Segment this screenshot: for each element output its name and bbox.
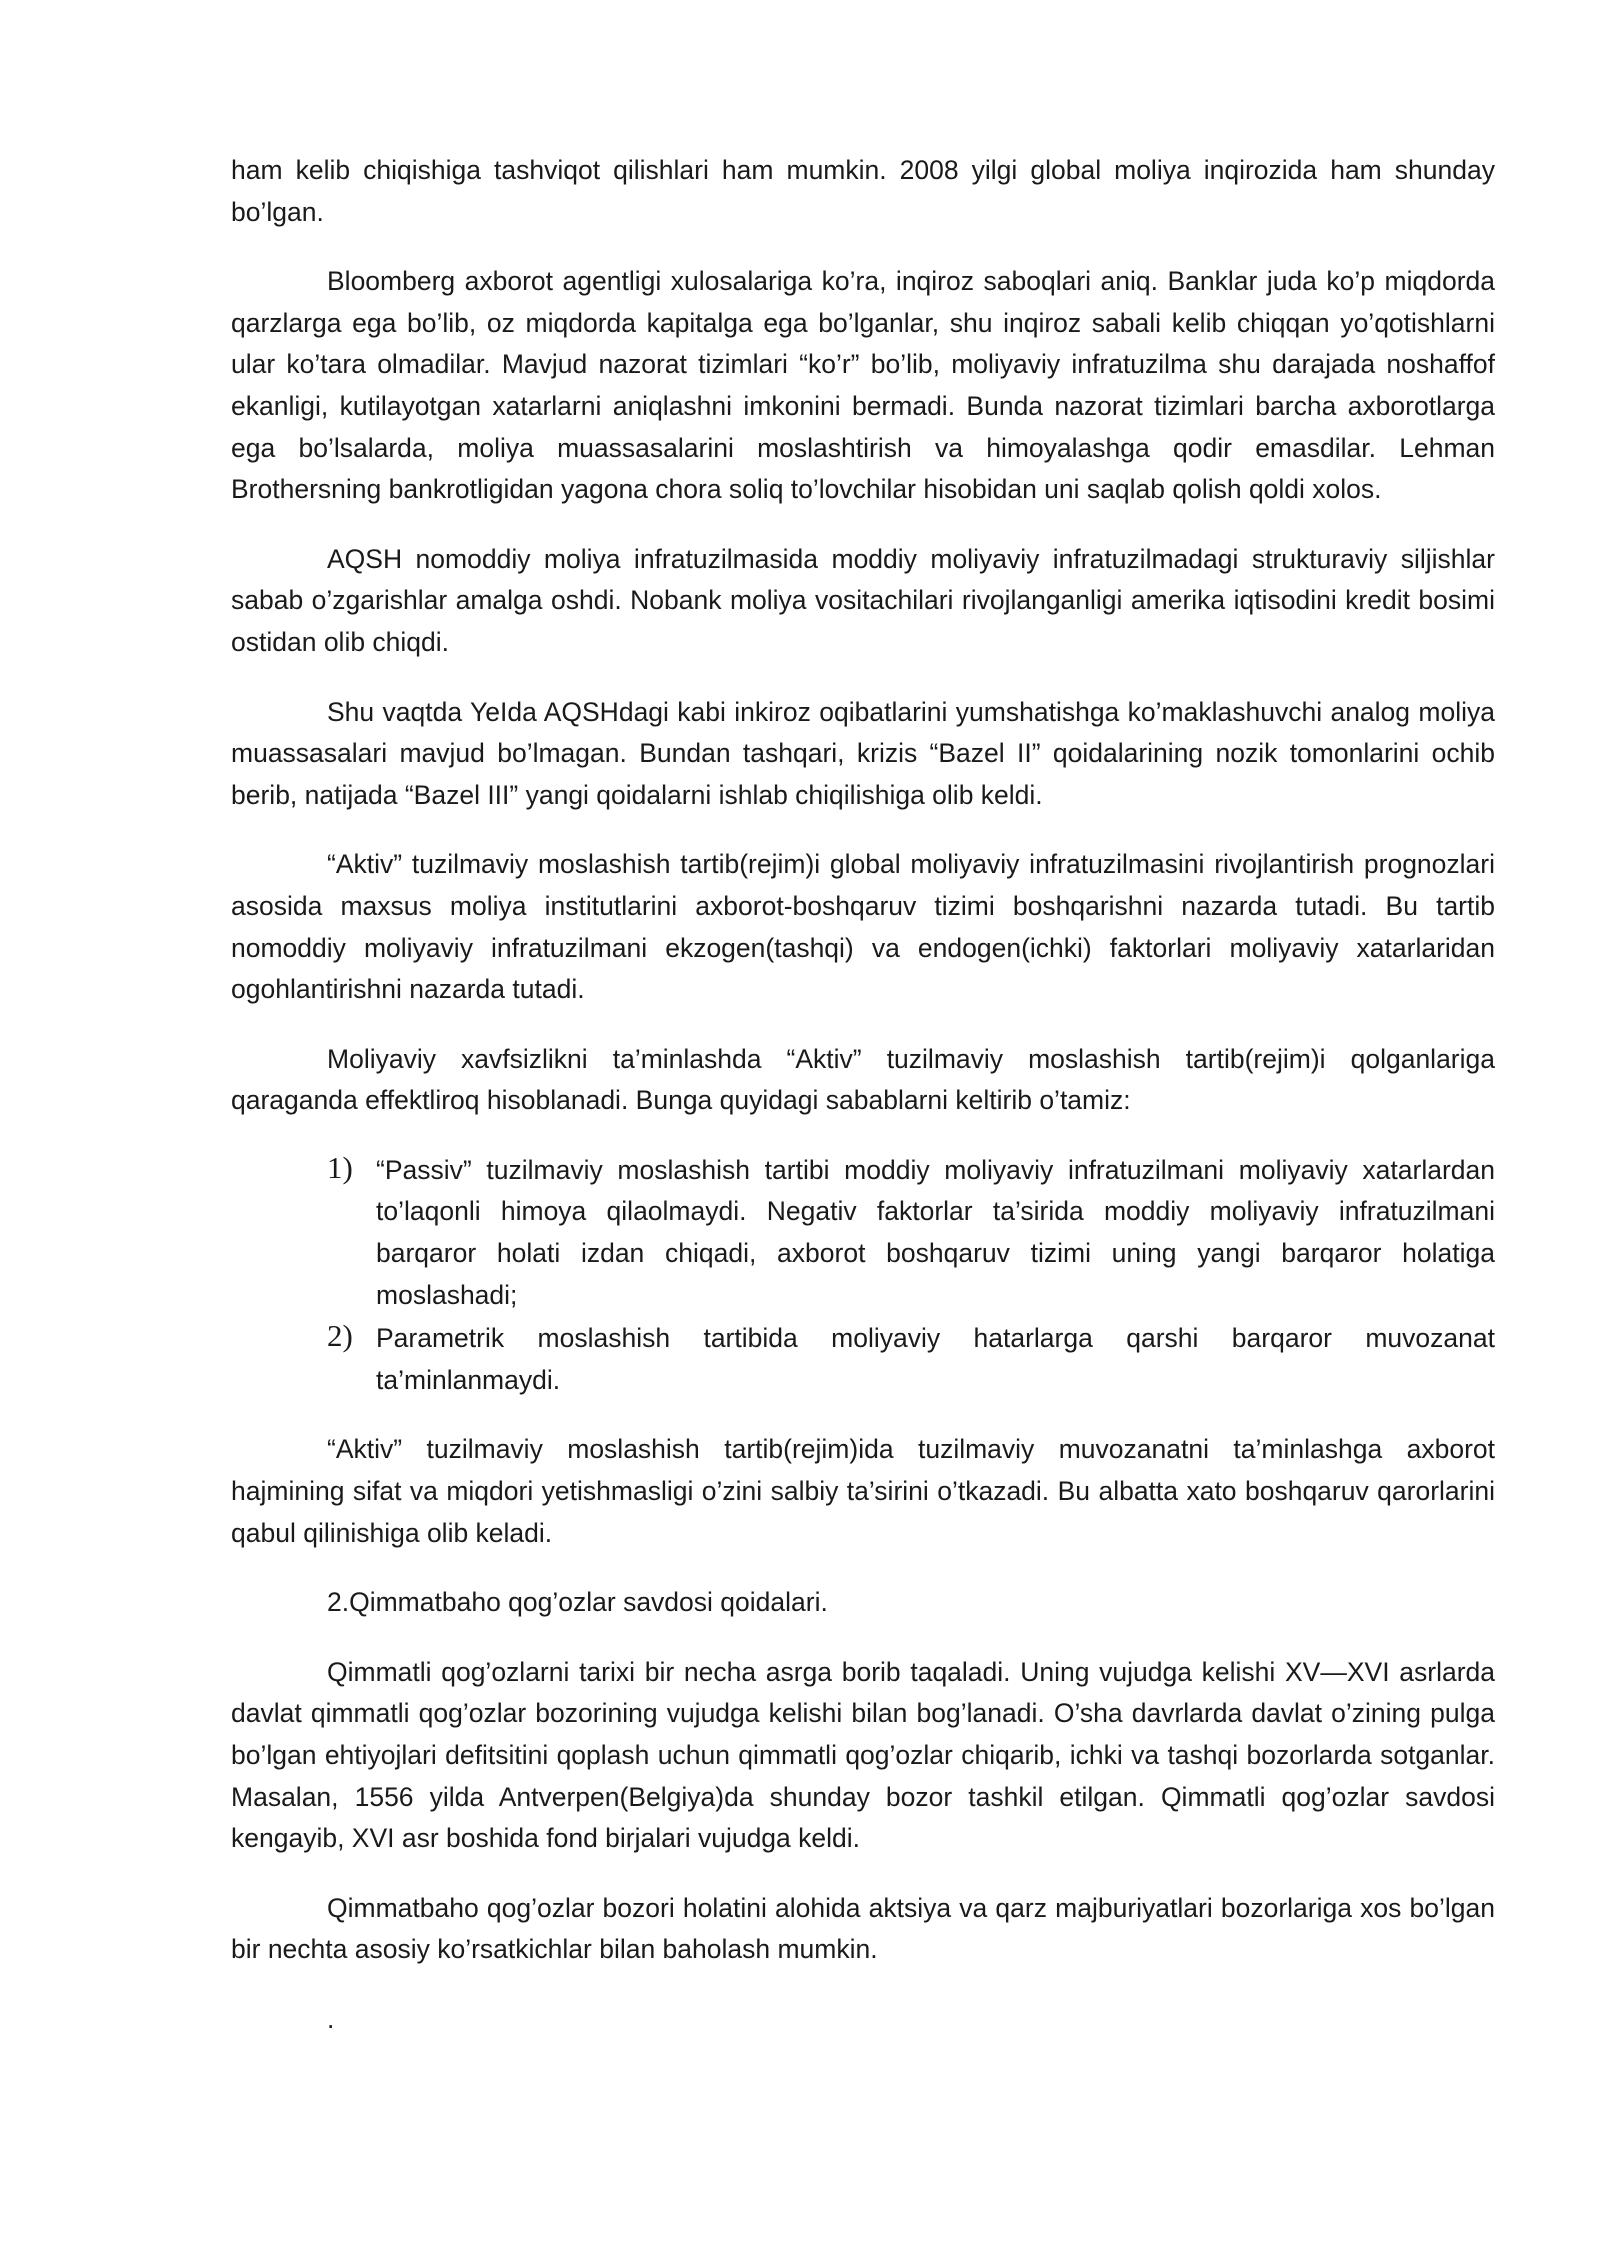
paragraph-bloomberg: Bloomberg axborot agentligi xulosalariga ko’ra, inqiroz saboqlari aniq. Banklar juda ko’p miqdorda qarzlarga ega bo’lib, oz miqdorda kapitalga ega bo’lganlar, shu inqiroz sabali kelib chiqqan yo’qotishlarni ular ko’tara olmadilar. Mavjud nazorat tizimlari “ko’r” bo’lib, moliyaviy infratuzilma shu darajada noshaffof ekanligi, kutilayotgan xatarlarni aniqlashni imkonini bermadi. Bunda nazorat tizimlari barcha axborotlarga ega bo’lsalarda, moliya muassasalarini moslashtirish va himoyalashga qodir emasdilar. Lehman Brothersning bankrotligidan yagona chora soliq to’lovchilar hisobidan uni saqlab qolish qoldi xolos. — [231, 266, 1495, 505]
section-heading: 2.Qimmatbaho qog’ozlar savdosi qoidalari. — [327, 1587, 828, 1618]
list-item — [231, 1318, 1495, 1401]
trailing-mark: . — [327, 2003, 335, 2034]
paragraph-continuation: ham kelib chiqishiga tashviqot qilishlari ham mumkin. 2008 yilgi global moliya inqirozida ham shunday bo’lgan. — [231, 155, 1495, 227]
list-number: 1) — [327, 1149, 353, 1185]
list-number: 2) — [327, 1318, 353, 1354]
paragraph-securities-market: Qimmatbaho qog’ozlar bozori holatini alohida aktsiya va qarz majburiyatlari bozorlariga xos bo’lgan bir nechta asosiy ko’rsatkichlar bilan baholash mumkin. — [231, 1892, 1495, 1965]
document-page — [231, 150, 1495, 2069]
paragraph-securities-history: Qimmatli qog’ozlarni tarixi bir necha asrga borib taqaladi. Uning vujudga kelishi XV—XVI asrlarda davlat qimmatli qog’ozlar bozorining vujudga kelishi bilan bog’lanadi. O’sha davrlarda davlat o’zining pulga bo’lgan ehtiyojlari defitsitini qoplash uchun qimmatli qog’ozlar chiqarib, ichki va tashqi bozorlarda sotganlar. Masalan, 1556 yilda Antverpen(Belgiya)da shunday bozor tashkil etilgan. Qimmatli qog’ozlar savdosi kengayib, XVI asr boshida fond birjalari vujudga keldi. — [231, 1656, 1495, 1854]
list-item-text: Parametrik moslashish tartibida moliyaviy hatarlarga qarshi barqaror muvozanat ta’minlanmaydi. — [376, 1323, 1495, 1395]
list-item — [231, 1150, 1495, 1316]
list-item-text: “Passiv” tuzilmaviy moslashish tartibi moddiy moliyaviy infratuzilmani moliyaviy xatarlardan to’laqonli himoya qilaolmaydi. Negativ faktorlar ta’sirida moddiy moliyaviy infratuzilmani barqaror holati izdan chiqadi, axborot boshqaruv tizimi uning yangi barqaror holatiga moslashadi; — [376, 1154, 1495, 1310]
paragraph-aqsh: AQSH nomoddiy moliya infratuzilmasida moddiy moliyaviy infratuzilmadagi strukturaviy siljishlar sabab o’zgarishlar amalga oshdi. Nobank moliya vositachilari rivojlanganligi amerika iqtisodini kredit bosimi ostidan olib chiqdi. — [231, 543, 1495, 657]
paragraph-financial-security: Moliyaviy xavfsizlikni ta’minlashda “Aktiv” tuzilmaviy moslashish tartib(rejim)i qolganlariga qaraganda effektliroq hisoblanadi. Bunga quyidagi sabablarni keltirib o’tamiz: — [231, 1043, 1495, 1116]
paragraph-aktiv-balance: “Aktiv” tuzilmaviy moslashish tartib(rejim)ida tuzilmaviy muvozanatni ta’minlashga axborot hajmining sifat va miqdori yetishmasligi o’zini salbiy ta’sirini o’tkazadi. Bu albatta xato boshqaruv qarorlarini qabul qilinishiga olib keladi. — [231, 1434, 1495, 1548]
paragraph-aktiv-regime: “Aktiv” tuzilmaviy moslashish tartib(rejim)i global moliyaviy infratuzilmasini rivojlantirish prognozlari asosida maxsus moliya institutlarini axborot-boshqaruv tizimi boshqarishni nazarda tutadi. Bu tartib nomoddiy moliyaviy infratuzilmani ekzogen(tashqi) va endogen(ichki) faktorlari moliyaviy xatarlaridan ogohlantirishni nazarda tutadi. — [231, 849, 1495, 1005]
paragraph-yeida: Shu vaqtda YeIda AQSHdagi kabi inkiroz oqibatlarini yumshatishga ko’maklashuvchi analog moliya muassasalari mavjud bo’lmagan. Bundan tashqari, krizis “Bazel II” qoidalarining nozik tomonlarini ochib berib, natijada “Bazel III” yangi qoidalarni ishlab chiqilishiga olib keldi. — [231, 696, 1495, 810]
numbered-list — [231, 1150, 1495, 1402]
